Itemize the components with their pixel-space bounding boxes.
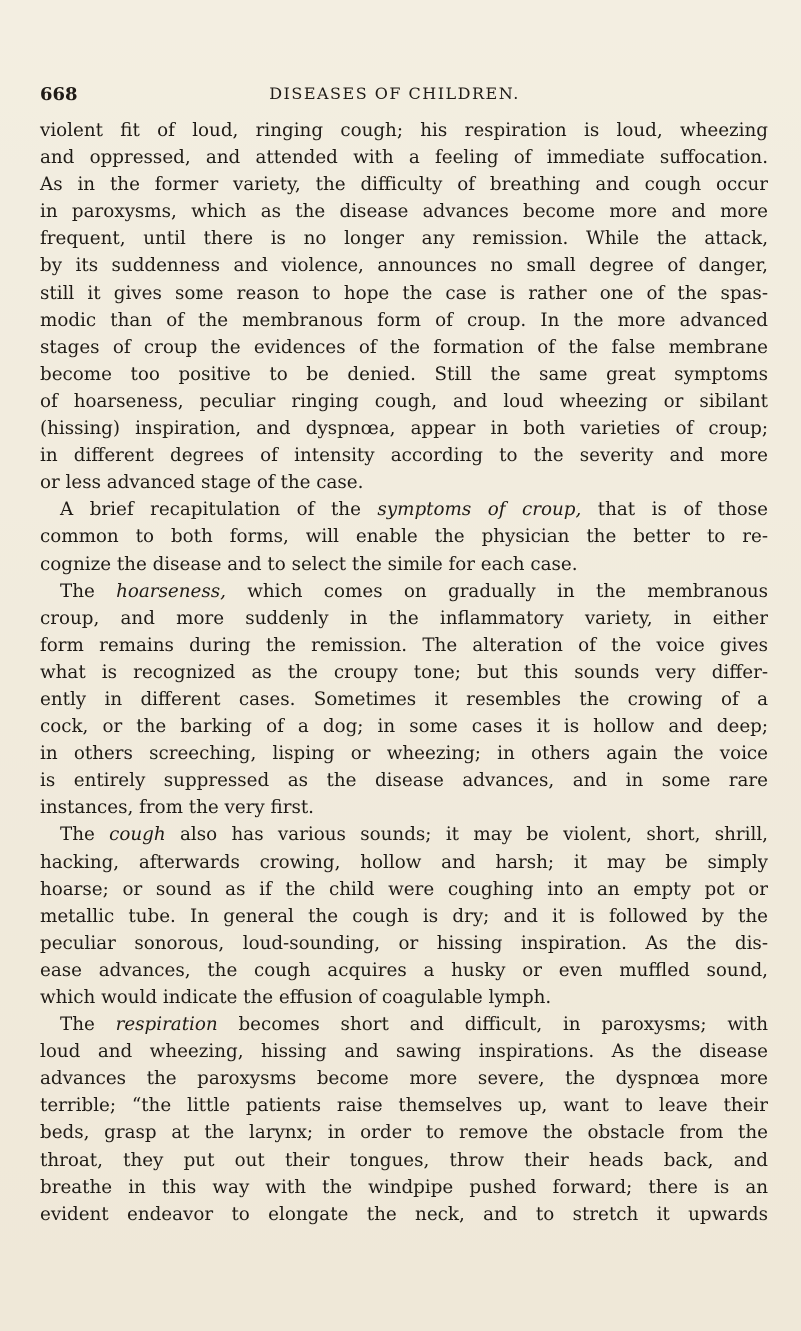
italic-term: symptoms of croup, [377, 499, 582, 521]
text-line: peculiar sonorous, loud-sounding, or hissing inspiration. As the dis- [40, 932, 768, 954]
text-line: of hoarseness, peculiar ringing cough, and loud wheezing or sibilant [40, 390, 768, 412]
line-text: that is of those [581, 499, 768, 521]
text-line [40, 821, 768, 848]
text-line: or less advanced stage of the case. [40, 472, 364, 494]
text-line: in others screeching, lisping or wheezing; in others again the voice [40, 743, 768, 765]
text-line: (hissing) inspiration, and dyspnœa, appear in both varieties of croup; [40, 418, 768, 440]
text-line: which would indicate the effusion of coagulable lymph. [40, 987, 552, 1008]
running-head [40, 84, 749, 108]
text-line [40, 496, 768, 523]
text-line: by its suddenness and violence, announces no small degree of danger, [40, 255, 768, 277]
line-text: becomes short and difficult, in paroxysms; with [217, 1014, 768, 1036]
text-line: and oppressed, and attended with a feeling of immediate suffocation. [40, 147, 768, 169]
text-line: violent fit of loud, ringing cough; his respiration is loud, wheezing [40, 120, 768, 141]
text-line: in paroxysms, which as the disease advances become more and more [40, 201, 768, 223]
line-text: The [60, 824, 110, 846]
line-text: A brief recapitulation of the [60, 499, 378, 521]
text-line: terrible; “the little patients raise themselves up, want to leave their [40, 1095, 768, 1117]
text-line [40, 1011, 768, 1038]
text-line: cognize the disease and to select the simile for each case. [40, 553, 578, 575]
text-line: throat, they put out their tongues, throw their heads back, and [40, 1149, 768, 1171]
text-line: loud and wheezing, hissing and sawing inspirations. As the disease [40, 1041, 768, 1063]
text-line: hacking, afterwards crowing, hollow and harsh; it may be simply [40, 851, 768, 873]
text-line: cock, or the barking of a dog; in some cases it is hollow and deep; [40, 716, 768, 738]
text-line: hoarse; or sound as if the child were coughing into an empty pot or [40, 878, 768, 900]
text-line: become too positive to be denied. Still the same great symptoms [40, 363, 768, 385]
running-title: DISEASES OF CHILDREN. [269, 84, 520, 103]
text-line: breathe in this way with the windpipe pushed forward; there is an [40, 1176, 768, 1198]
italic-term: hoarseness, [116, 580, 226, 602]
line-text: which comes on gradually in the membranous [225, 580, 768, 602]
text-line: modic than of the membranous form of croup. In the more advanced [40, 309, 768, 331]
text-line [40, 578, 768, 605]
text-line: form remains during the remission. The alteration of the voice gives [40, 634, 768, 656]
text-line: As in the former variety, the difficulty of breathing and cough occur [40, 174, 768, 196]
text-line: advances the paroxysms become more severe, the dyspnœa more [40, 1068, 768, 1090]
text-line: croup, and more suddenly in the inflammatory variety, in either [40, 607, 768, 629]
italic-term: cough [109, 824, 166, 846]
text-line: ently in different cases. Sometimes it resembles the crowing of a [40, 688, 768, 710]
text-line: evident endeavor to elongate the neck, and to stretch it upwards [40, 1203, 768, 1225]
line-text: The [60, 1014, 116, 1036]
text-line: stages of croup the evidences of the formation of the false membrane [40, 336, 768, 358]
page-number: 668 [40, 84, 78, 105]
text-line: common to both forms, will enable the physician the better to re- [40, 526, 768, 548]
line-text: The [60, 580, 117, 602]
text-line: is entirely suppressed as the disease advances, and in some rare [40, 770, 768, 792]
text-line: what is recognized as the croupy tone; but this sounds very differ- [40, 661, 768, 683]
text-line: ease advances, the cough acquires a husky or even muffled sound, [40, 959, 768, 981]
text-line: in different degrees of intensity according to the severity and more [40, 445, 768, 467]
text-line: beds, grasp at the larynx; in order to remove the obstacle from the [40, 1122, 768, 1144]
line-text: also has various sounds; it may be violent, short, shrill, [165, 824, 768, 846]
text-line: still it gives some reason to hope the case is rather one of the spas- [40, 282, 768, 304]
body-text [40, 117, 768, 1228]
italic-term: respiration [115, 1014, 218, 1036]
text-line: instances, from the very first. [40, 797, 314, 819]
text-line: frequent, until there is no longer any remission. While the attack, [40, 228, 768, 250]
text-line: metallic tube. In general the cough is dry; and it is followed by the [40, 905, 768, 927]
